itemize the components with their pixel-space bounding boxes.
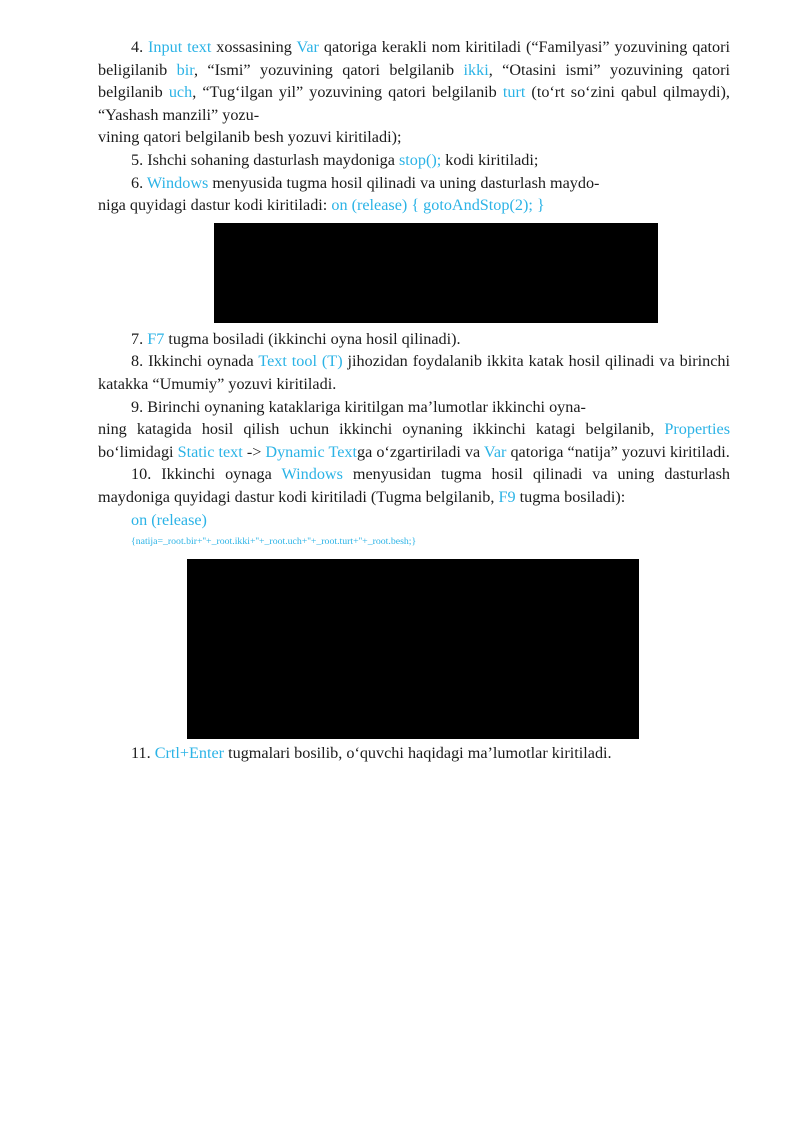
text: ->: [242, 442, 266, 461]
text: qatoriga kerakli nom kiritiladi (“Familyasi” yozuvining qatori beligilanib: [98, 38, 730, 79]
text: tugma bosiladi (ikkinchi oyna hosil qilinadi).: [164, 329, 461, 348]
text: 9. Birinchi oynaning kataklariga kiritilgan ma’lumotlar ikkinchi oyna-: [131, 397, 586, 416]
text: xossasining: [211, 38, 297, 56]
term-dynamic-text: Dynamic Text: [265, 442, 358, 461]
text: niga quyidagi dastur kodi kiritiladi:: [98, 196, 332, 215]
key-f9: F9: [498, 487, 516, 506]
text: menyusidan tugma hosil qilinadi va uning dasturlash maydoniga quyidagi dastur kodi kiritiladi (Tugma belgilanib,: [98, 465, 730, 506]
code-stop: stop();: [398, 150, 442, 169]
text: menyusida tugma hosil qilinadi va uning dasturlash maydo-: [208, 173, 600, 192]
key-f7: F7: [147, 329, 165, 348]
text: ga o‘zgartiriladi va: [357, 442, 484, 461]
text: 6.: [131, 173, 147, 192]
paragraph-7: [98, 328, 730, 351]
code-line-2: {natija=_root.bir+''+_root.ikki+''+_root.uch+''+_root.turt+''+_root.besh;}: [131, 536, 417, 548]
term-properties: Properties: [664, 420, 730, 439]
text: vining qatori belgilanib besh yozuvi kiritiladi);: [98, 128, 402, 147]
term-turt: turt: [502, 83, 526, 102]
term-static-text: Static text: [177, 442, 243, 461]
figure-placeholder-1: [214, 223, 658, 323]
code-goto-and-stop: on (release) { gotoAndStop(2); }: [331, 196, 545, 215]
figure-placeholder-2: [187, 559, 639, 739]
paragraph-4: [98, 36, 730, 149]
text: kodi kiritiladi;: [441, 150, 539, 169]
code-line-1: on (release): [131, 510, 207, 529]
paragraph-6: [98, 172, 730, 217]
text: 8. Ikkinchi oynada: [131, 352, 259, 371]
paragraph-10: [98, 463, 730, 508]
term-uch: uch: [168, 83, 193, 102]
term-input-text: Input text: [148, 38, 212, 56]
document-page: [98, 36, 730, 764]
text: qatoriga “natija” yozuvi kiritiladi.: [506, 442, 730, 461]
term-ikki: ikki: [463, 60, 489, 79]
text: 7.: [131, 329, 148, 348]
text: , “Tug‘ilgan yil” yozuvining qatori belgilanib: [192, 83, 503, 102]
text: 4.: [131, 38, 149, 56]
paragraph-11: [98, 742, 730, 765]
paragraph-9: [98, 396, 730, 464]
text: tugmalari bosilib, o‘quvchi haqidagi ma’lumotlar kiritiladi.: [224, 743, 612, 762]
text: 11.: [131, 743, 155, 762]
term-windows: Windows: [281, 465, 343, 484]
term-windows: Windows: [146, 173, 209, 192]
term-var: Var: [483, 442, 507, 461]
text: (to‘rt so‘zini qabul qilmaydi), “Yashash manzili” yozu-: [98, 83, 730, 124]
paragraph-8: [98, 350, 730, 395]
text: , “Otasini ismi” yozuvining qatori belgilanib: [98, 60, 730, 102]
paragraph-5: [98, 149, 730, 172]
text: ning katagida hosil qilish uchun ikkinchi oynaning ikkinchi katagi belgilanib,: [98, 420, 665, 439]
text: tugma bosiladi):: [515, 487, 626, 506]
text: 5. Ishchi sohaning dasturlash maydoniga: [131, 150, 399, 169]
text: bo‘limidagi: [98, 442, 178, 461]
text: , “Ismi” yozuvining qatori belgilanib: [193, 60, 464, 79]
term-text-tool: Text tool (T): [258, 352, 343, 371]
key-ctrl-enter: Crtl+Enter: [154, 743, 225, 762]
term-var: Var: [296, 38, 319, 56]
text: 10. Ikkinchi oynaga: [131, 465, 282, 484]
text: jihozidan foydalanib ikkita katak hosil qilinadi va birinchi katakka “Umumiy” yozuvi kiritiladi.: [98, 352, 730, 393]
term-bir: bir: [176, 60, 194, 79]
